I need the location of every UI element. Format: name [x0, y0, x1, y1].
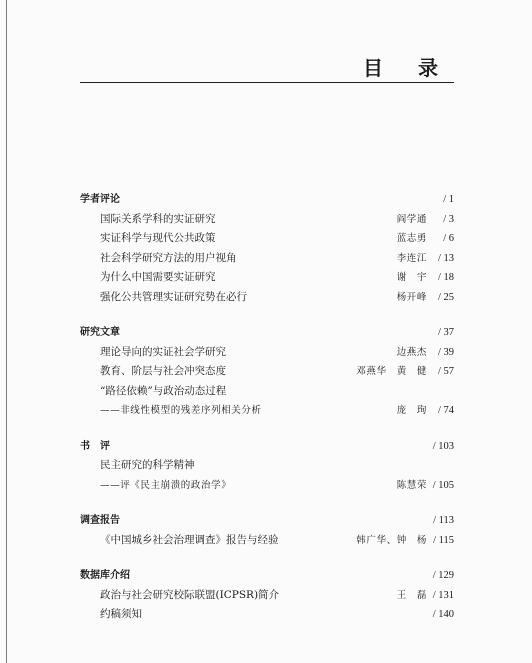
entry-author: 谢 宇: [396, 272, 427, 283]
entry-author: 王 磊: [396, 589, 427, 601]
section-page-number: / 37: [437, 327, 454, 338]
toc-section-heading[interactable]: [80, 323, 454, 343]
entry-title: 民主研究的科学精神: [100, 459, 195, 471]
entry-page-number: / 6: [443, 233, 454, 244]
toc-entry[interactable]: [80, 268, 454, 288]
toc-section: [80, 190, 454, 307]
entry-page-number: / 115: [433, 534, 454, 546]
section-page-number: / 113: [433, 515, 454, 526]
section-heading-label: 研究文章: [80, 327, 120, 338]
section-heading-label: 调查报告: [80, 515, 120, 526]
entry-title: 强化公共管理实证研究势在必行: [100, 290, 247, 303]
toc-section: [80, 437, 454, 496]
entry-author: 阎学通: [396, 213, 427, 225]
entry-title: ——评《民主崩溃的政治学》: [100, 479, 232, 491]
entry-title: 国际关系学科的实证研究: [100, 212, 216, 225]
entry-page-number: / 74: [437, 405, 454, 416]
entry-author: 陈慧荣: [396, 479, 427, 491]
entry-page-number: / 140: [432, 609, 454, 620]
table-of-contents: [80, 190, 454, 641]
toc-section-heading[interactable]: [80, 437, 454, 457]
toc-entry[interactable]: [80, 456, 454, 476]
entry-page-number: / 13: [437, 252, 454, 264]
entry-title: 实证科学与现代公共政策: [100, 232, 216, 244]
entry-page-number: / 18: [437, 272, 454, 283]
entry-author: 杨开峰: [396, 291, 427, 303]
section-page-number: / 1: [443, 194, 454, 205]
section-heading-label: 学者评论: [80, 194, 120, 205]
entry-page-number: / 3: [443, 213, 454, 225]
toc-entry[interactable]: [80, 531, 454, 551]
toc-entry[interactable]: [80, 249, 454, 269]
entry-title: “路径依赖”与政治动态过程: [100, 384, 227, 397]
toc-entry[interactable]: [80, 382, 454, 402]
entry-title: 政治与社会研究校际联盟(ICPSR)简介: [100, 588, 280, 601]
toc-section: [80, 323, 454, 421]
entry-title: 社会科学研究方法的用户视角: [100, 251, 237, 264]
entry-author: 邓燕华 黄 健: [356, 366, 427, 377]
entry-author: 庞 珣: [396, 405, 427, 416]
entry-page-number: / 57: [437, 366, 454, 377]
toc-entry[interactable]: [80, 605, 454, 625]
page-edge-line: [6, 0, 7, 663]
entry-title: ——非线性模型的残差序列相关分析: [100, 405, 262, 416]
toc-section-heading[interactable]: [80, 190, 454, 210]
entry-page-number: / 25: [437, 291, 454, 303]
entry-page-number: / 105: [432, 479, 454, 491]
entry-title: 为什么中国需要实证研究: [100, 271, 216, 283]
entry-page-number: / 39: [437, 346, 454, 358]
page-title: 目 录: [363, 56, 452, 80]
section-heading-label: 数据库介绍: [80, 570, 130, 581]
entry-page-number: / 131: [432, 589, 454, 601]
entry-title: 理论导向的实证社会学研究: [100, 345, 226, 358]
title-rule: [80, 82, 454, 83]
section-heading-label: 书 评: [80, 440, 110, 452]
entry-title: 《中国城乡社会治理调查》报告与经验: [100, 533, 279, 546]
toc-entry[interactable]: [80, 229, 454, 249]
entry-author: 边燕杰: [396, 346, 427, 358]
toc-section-heading[interactable]: [80, 511, 454, 531]
entry-author: 韩广华、钟 杨: [356, 534, 427, 546]
entry-author: 李连江: [396, 252, 427, 264]
toc-entry[interactable]: [80, 210, 454, 230]
toc-section: [80, 566, 454, 625]
entry-author: 蓝志勇: [396, 233, 427, 244]
toc-entry[interactable]: [80, 586, 454, 606]
entry-title: 约稿须知: [100, 608, 142, 620]
toc-section: [80, 511, 454, 550]
toc-entry-subtitle[interactable]: [80, 476, 454, 496]
entry-title: 教育、阶层与社会冲突态度: [100, 365, 226, 377]
toc-entry[interactable]: [80, 343, 454, 363]
toc-entry[interactable]: [80, 288, 454, 308]
section-page-number: / 103: [432, 440, 454, 452]
section-page-number: / 129: [432, 570, 454, 581]
toc-entry-subtitle[interactable]: [80, 401, 454, 421]
toc-entry[interactable]: [80, 362, 454, 382]
toc-section-heading[interactable]: [80, 566, 454, 586]
